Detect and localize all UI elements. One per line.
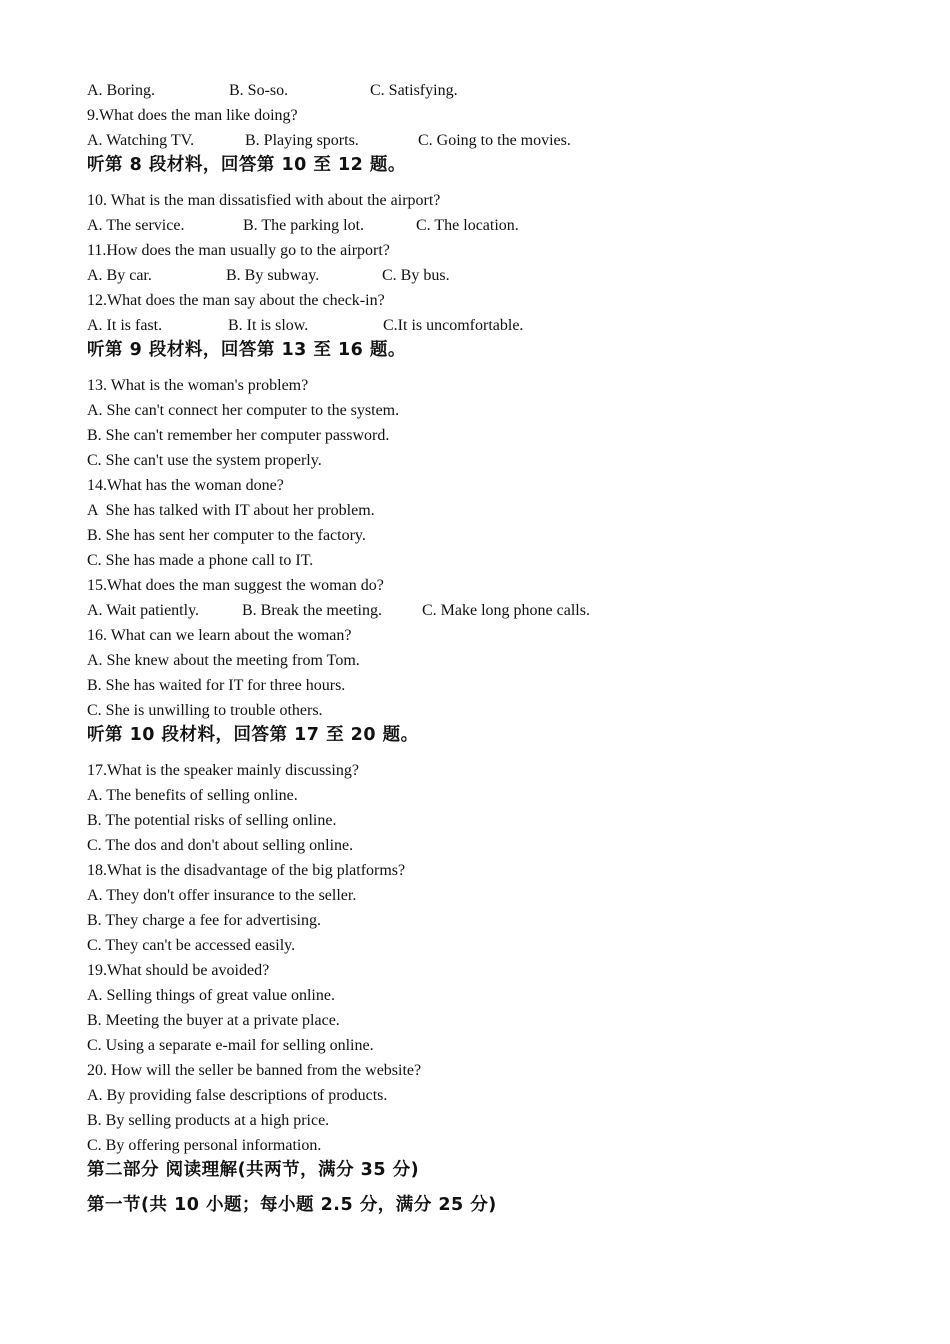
q18-option-c: C. They can't be accessed easily. (87, 937, 296, 954)
q20-option-c: C. By offering personal information. (87, 1137, 322, 1154)
q15-option-c: C. Make long phone calls. (422, 602, 590, 619)
q19-option-b: B. Meeting the buyer at a private place. (87, 1012, 340, 1029)
q17-question: 17.What is the speaker mainly discussing? (87, 762, 359, 779)
q11-option-b: B. By subway. (226, 267, 320, 284)
q8-options (87, 78, 907, 103)
q11-options (87, 263, 907, 288)
q13-option-b: B. She can't remember her computer password. (87, 427, 390, 444)
q16-option-a: A. She knew about the meeting from Tom. (87, 652, 360, 669)
q10-option-a: A. The service. (87, 217, 185, 234)
q11-question: 11.How does the man usually go to the airport? (87, 242, 390, 259)
q17-option-c: C. The dos and don't about selling online. (87, 837, 354, 854)
q14-option-b: B. She has sent her computer to the factory. (87, 527, 366, 544)
q18-option-b: B. They charge a fee for advertising. (87, 912, 321, 929)
q13-option-a: A. She can't connect her computer to the system. (87, 402, 400, 419)
q11-option-c: C. By bus. (382, 267, 450, 284)
section-8-heading: 听第 8 段材料，回答第 10 至 12 题。 (87, 155, 406, 175)
q16-option-b: B. She has waited for IT for three hours. (87, 677, 346, 694)
q20-option-a: A. By providing false descriptions of products. (87, 1087, 388, 1104)
q9-option-a: A. Watching TV. (87, 132, 195, 149)
q12-question: 12.What does the man say about the check-in? (87, 292, 385, 309)
q8-option-b: B. So-so. (229, 82, 289, 99)
q10-options (87, 213, 907, 238)
q18-option-a: A. They don't offer insurance to the seller. (87, 887, 357, 904)
q20-question: 20. How will the seller be banned from the website? (87, 1062, 422, 1079)
part-2-heading: 第二部分 阅读理解(共两节，满分 35 分) (87, 1160, 420, 1180)
q11-option-a: A. By car. (87, 267, 152, 284)
q12-options (87, 313, 907, 338)
q9-options (87, 128, 907, 153)
q15-option-a: A. Wait patiently. (87, 602, 200, 619)
q19-option-a: A. Selling things of great value online. (87, 987, 335, 1004)
exam-page (87, 78, 907, 1228)
q10-option-b: B. The parking lot. (243, 217, 365, 234)
section-9-heading: 听第 9 段材料，回答第 13 至 16 题。 (87, 340, 406, 360)
q9-option-c: C. Going to the movies. (418, 132, 571, 149)
q17-option-a: A. The benefits of selling online. (87, 787, 298, 804)
q9-option-b: B. Playing sports. (245, 132, 359, 149)
q16-question: 16. What can we learn about the woman? (87, 627, 352, 644)
q12-option-a: A. It is fast. (87, 317, 163, 334)
q19-question: 19.What should be avoided? (87, 962, 270, 979)
q9-question: 9.What does the man like doing? (87, 107, 298, 124)
q14-question: 14.What has the woman done? (87, 477, 284, 494)
q12-option-b: B. It is slow. (228, 317, 309, 334)
q8-option-c: C. Satisfying. (370, 82, 458, 99)
part-2-section-1-heading: 第一节(共 10 小题；每小题 2.5 分，满分 25 分) (87, 1195, 497, 1215)
q10-question: 10. What is the man dissatisfied with about the airport? (87, 192, 441, 209)
section-10-heading: 听第 10 段材料，回答第 17 至 20 题。 (87, 725, 419, 745)
q20-option-b: B. By selling products at a high price. (87, 1112, 330, 1129)
q8-option-a: A. Boring. (87, 82, 155, 99)
q14-option-a: A She has talked with IT about her problem. (87, 502, 375, 519)
q17-option-b: B. The potential risks of selling online. (87, 812, 337, 829)
q10-option-c: C. The location. (416, 217, 519, 234)
q15-question: 15.What does the man suggest the woman do? (87, 577, 384, 594)
q13-question: 13. What is the woman's problem? (87, 377, 309, 394)
q13-option-c: C. She can't use the system properly. (87, 452, 322, 469)
q19-option-c: C. Using a separate e-mail for selling online. (87, 1037, 374, 1054)
q14-option-c: C. She has made a phone call to IT. (87, 552, 314, 569)
q15-option-b: B. Break the meeting. (242, 602, 382, 619)
q12-option-c: C.It is uncomfortable. (383, 317, 524, 334)
q15-options (87, 598, 907, 623)
q16-option-c: C. She is unwilling to trouble others. (87, 702, 323, 719)
q18-question: 18.What is the disadvantage of the big platforms? (87, 862, 406, 879)
